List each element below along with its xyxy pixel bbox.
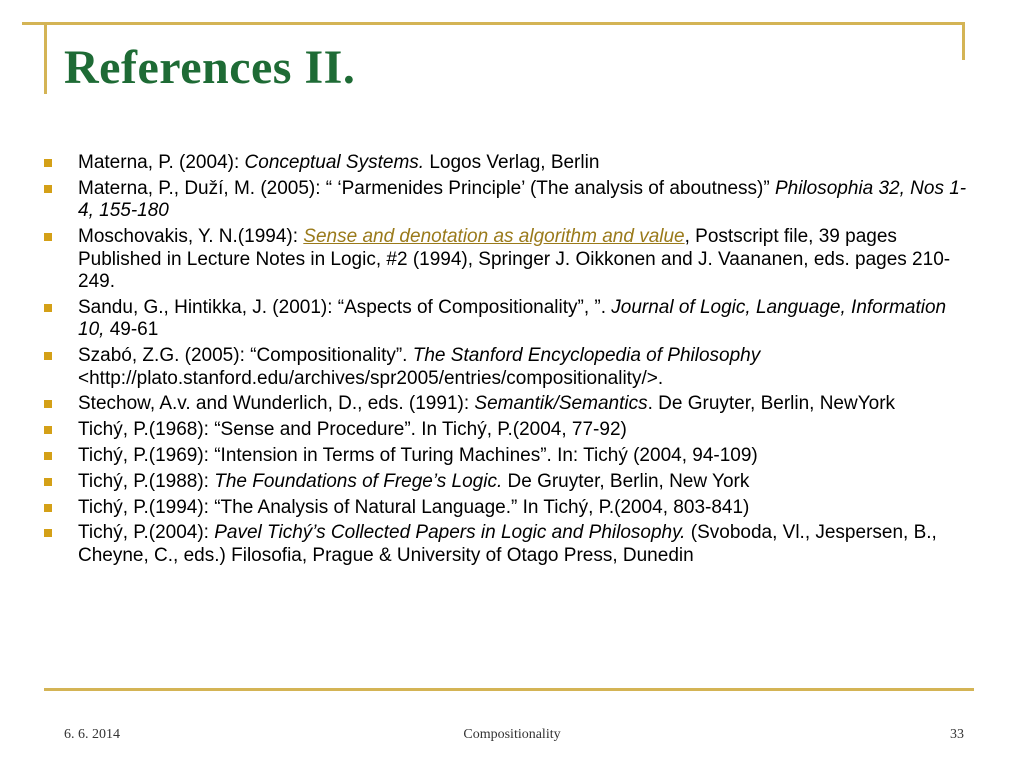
bullet-icon <box>44 304 52 312</box>
footer-title: Compositionality <box>463 727 561 742</box>
reference-item: Tichý, P.(1994): “The Analysis of Natural Language.” In Tichý, P.(2004, 803-841) <box>44 497 974 520</box>
footer-date: 6. 6. 2014 <box>64 727 120 742</box>
reference-item: Materna, P., Duží, M. (2005): “ ‘Parmenides Principle’ (The analysis of aboutness)” Philosophia 32, Nos 1-4, 155-180 <box>44 178 974 223</box>
reference-item: Moschovakis, Y. N.(1994): Sense and denotation as algorithm and value, Postscript file, 39 pages Published in Lecture Notes in Logic, #2 (1994), Springer J. Oikkonen and J. Vaananen, eds. pages 210-249. <box>44 226 974 294</box>
bullet-icon <box>44 400 52 408</box>
bullet-icon <box>44 529 52 537</box>
bullet-icon <box>44 426 52 434</box>
reference-link[interactable]: Sense and denotation as algorithm and value <box>303 226 685 248</box>
top-rule <box>22 22 964 25</box>
reference-item: Stechow, A.v. and Wunderlich, D., eds. (1991): Semantik/Semantics. De Gruyter, Berlin, NewYork <box>44 393 974 416</box>
bullet-icon <box>44 185 52 193</box>
bullet-icon <box>44 478 52 486</box>
reference-item: Materna, P. (2004): Conceptual Systems. Logos Verlag, Berlin <box>44 152 974 175</box>
bullet-icon <box>44 352 52 360</box>
bullet-icon <box>44 233 52 241</box>
reference-item: Tichý, P.(1968): “Sense and Procedure”. In Tichý, P.(2004, 77-92) <box>44 419 974 442</box>
reference-item: Tichý, P.(2004): Pavel Tichý’s Collected Papers in Logic and Philosophy. (Svoboda, Vl., Jespersen, B., Cheyne, C., eds.) Filosofia, Prague & University of Otago Press, Dunedin <box>44 522 974 567</box>
reference-item: Szabó, Z.G. (2005): “Compositionality”. The Stanford Encyclopedia of Philosophy <http://plato.stanford.edu/archives/spr2005/entries/compositionality/>. <box>44 345 974 390</box>
reference-item: Tichý, P.(1988): The Foundations of Frege’s Logic. De Gruyter, Berlin, New York <box>44 471 974 494</box>
reference-item: Sandu, G., Hintikka, J. (2001): “Aspects of Compositionality”, ”. Journal of Logic, Language, Information 10, 49-61 <box>44 297 974 342</box>
right-accent-rule <box>962 22 965 60</box>
bullet-icon <box>44 504 52 512</box>
bullet-icon <box>44 452 52 460</box>
left-accent-rule <box>44 22 47 94</box>
slide-title: References II. <box>64 41 356 94</box>
bullet-icon <box>44 159 52 167</box>
bottom-rule <box>44 688 974 691</box>
page-number: 33 <box>950 727 964 742</box>
reference-list <box>44 152 974 571</box>
reference-item: Tichý, P.(1969): “Intension in Terms of Turing Machines”. In: Tichý (2004, 94-109) <box>44 445 974 468</box>
